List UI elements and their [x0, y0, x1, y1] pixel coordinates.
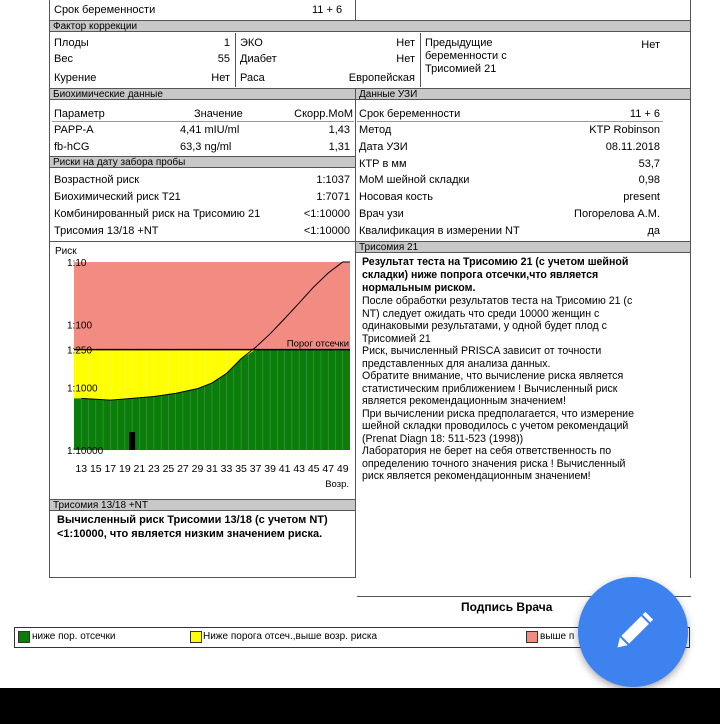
diabetes-label: Диабет — [240, 53, 277, 65]
uzi-row-0-value: 11 + 6 — [629, 108, 660, 120]
legend-swatch-red — [526, 631, 538, 643]
uzi-row-5-value: present — [623, 191, 660, 203]
y-tick-label: 1:250 — [67, 345, 93, 357]
t21-line: Лаборатория не берет на себя ответственность по — [362, 445, 612, 457]
cutoff-label: Порог отсечки — [286, 338, 349, 350]
pencil-icon — [578, 577, 688, 687]
x-tick-label: 29 — [191, 463, 204, 475]
ivf-label: ЭКО — [240, 37, 263, 49]
diabetes-value: Нет — [396, 53, 415, 65]
y-tick-label: 1:100 — [67, 320, 93, 332]
risk-t1318-value: <1:10000 — [303, 225, 350, 237]
uzi-header: Данные УЗИ — [355, 88, 691, 100]
legend-label-red: выше п — [540, 631, 575, 642]
biochem-col-param: Параметр — [54, 108, 105, 120]
x-tick-label: 25 — [162, 463, 175, 475]
risk-t1318-label: Трисомия 13/18 +NT — [54, 225, 159, 237]
uzi-row-2-value: 08.11.2018 — [605, 141, 660, 153]
biochem-col-value: Значение — [194, 108, 243, 120]
x-axis-ticks — [75, 463, 348, 475]
prev-label-2: беременности с — [425, 50, 507, 62]
correction-divider-2 — [420, 33, 421, 87]
system-nav-bar — [0, 688, 720, 724]
x-tick-label: 15 — [89, 463, 102, 475]
uzi-row-4-value: 0,98 — [638, 174, 660, 186]
t21-line: (Prenat Diagn 18: 511-523 (1998)) — [362, 432, 524, 445]
t21-result-line-3: нормальным риском. — [362, 282, 476, 294]
x-tick-label: 19 — [118, 463, 131, 475]
race-label: Раса — [240, 72, 265, 84]
risk-age-value: 1:1037 — [316, 174, 350, 186]
x-tick-label: 17 — [104, 463, 117, 475]
x-tick-label: 13 — [75, 463, 88, 475]
legend-label-green: ниже пор. отсечки — [32, 631, 116, 642]
race-value: Европейская — [348, 72, 415, 84]
risk-combined-label: Комбинированный риск на Трисомию 21 — [54, 208, 261, 220]
x-tick-label: 31 — [206, 463, 218, 475]
x-tick-label: 37 — [249, 463, 262, 475]
risks-header: Риски на дату забора пробы — [49, 156, 356, 168]
risk-combined-value: <1:10000 — [303, 208, 350, 220]
x-tick-label: 27 — [177, 463, 189, 475]
bottom-rule — [49, 577, 356, 578]
x-tick-label: 33 — [220, 463, 233, 475]
t21-line: шейной складки проводилось с учетом рекомендаций — [362, 420, 629, 432]
t21-line: определению точного значения риска ! Вычисленный — [362, 457, 626, 470]
biochem-col-mom: Скорр.МоМ — [294, 108, 353, 120]
signature-label: Подпись Врача — [461, 600, 553, 614]
uzi-row-1-value: KTP Robinson — [589, 124, 660, 136]
fetuses-label: Плоды — [54, 37, 89, 49]
biochem-header: Биохимические данные — [49, 88, 356, 100]
risk-age-label: Возрастной риск — [54, 174, 140, 186]
patient-marker — [129, 432, 135, 450]
t21-result-line-2: складки) ниже попрога отсечки,что является — [362, 269, 599, 281]
t21-line: Обратите внимание, что вычисление риска является — [362, 370, 624, 382]
t21-line: Трисомией 21 — [362, 332, 431, 345]
top-divider — [355, 0, 356, 20]
table-row-papp-name: PAPP-A — [54, 124, 94, 136]
x-tick-label: 47 — [322, 463, 335, 475]
legend-label-yellow: Ниже порога отсеч.,выше возр. риска — [203, 631, 378, 642]
uzi-row-4-label: МоМ шейной складки — [359, 174, 470, 186]
y-tick-label: 1:1000 — [67, 383, 98, 395]
t1318-header: Трисомия 13/18 +NT — [49, 499, 356, 511]
x-tick-label: 23 — [148, 463, 160, 475]
gestation-label: Срок беременности — [54, 4, 156, 16]
ivf-value: Нет — [396, 37, 415, 49]
uzi-row-0-label: Срок беременности — [359, 108, 461, 120]
uzi-row-1-label: Метод — [359, 124, 392, 136]
prev-value: Нет — [641, 39, 660, 51]
legend-swatch-green — [18, 631, 30, 643]
t21-line: риск является рекомендационным значением! — [362, 470, 591, 482]
edit-fab-button[interactable] — [578, 577, 688, 687]
y-tick-label: 1:10000 — [67, 446, 104, 457]
x-tick-label: 21 — [133, 463, 146, 475]
t21-line: После обработки результатов теста на Трисомию 21 (с — [362, 295, 633, 307]
uzi-row-3-value: 53,7 — [638, 158, 660, 170]
smoking-label: Курение — [54, 72, 97, 84]
x-tick-label: 41 — [278, 463, 291, 475]
t21-line: является рекомендационным значением! — [362, 395, 566, 407]
uzi-row-7-value: да — [647, 225, 660, 237]
chart-title: Риск — [55, 246, 77, 257]
t21-result-line-1: Результат теста на Трисомию 21 (с учетом шейной — [362, 256, 629, 268]
prev-label-3: Трисомией 21 — [425, 63, 497, 75]
legend-swatch-yellow — [190, 631, 202, 643]
table-row-papp-mom: 1,43 — [328, 124, 350, 136]
risk-biochem-label: Биохимический риск Т21 — [54, 191, 181, 203]
t1318-line-2: <1:10000, что является низким значением риска. — [57, 528, 323, 540]
uzi-row-5-label: Носовая кость — [359, 191, 433, 203]
table-row-hcg-name: fb-hCG — [54, 141, 90, 153]
smoking-value: Нет — [211, 72, 230, 84]
t21-explanation — [362, 295, 634, 483]
x-tick-label: 45 — [307, 463, 320, 475]
weight-value: 55 — [217, 53, 230, 65]
uzi-row-3-label: КТР в мм — [359, 158, 407, 170]
uzi-row-7-label: Квалификация в измерении NT — [359, 225, 520, 237]
t21-line: Риск, вычисленный PRISCA зависит от точности — [362, 345, 602, 357]
table-row-papp-value: 4,41 mIU/ml — [180, 124, 240, 136]
risk-chart — [49, 242, 355, 498]
uzi-row-6-value: Погорелова А.М. — [574, 208, 660, 220]
uzi-row-2-label: Дата УЗИ — [359, 141, 408, 153]
t21-line: NT) следует ожидать что среди 10000 женщин с — [362, 307, 600, 320]
t21-header: Трисомия 21 — [355, 241, 691, 253]
correction-divider-1 — [235, 33, 236, 87]
x-axis-label: Возр. — [325, 479, 349, 490]
t21-line: статистическим приближением ! Вычисленный риск — [362, 382, 618, 395]
y-tick-label: 1:10 — [67, 258, 87, 269]
gestation-value: 11 + 6 — [312, 4, 343, 16]
x-tick-label: 35 — [235, 463, 247, 475]
weight-label: Вес — [54, 53, 73, 65]
t1318-line-1: Вычисленный риск Трисомии 13/18 (с учетом NT) — [57, 514, 328, 526]
prev-label-1: Предыдущие — [425, 37, 493, 49]
uzi-row-6-label: Врач узи — [359, 208, 404, 220]
correction-header: Фактор коррекции — [49, 20, 691, 32]
t21-line: При вычислении риска предполагается, что измерение — [362, 407, 634, 420]
x-tick-label: 49 — [336, 463, 349, 475]
x-tick-label: 43 — [293, 463, 306, 475]
right-border — [690, 0, 691, 578]
table-row-hcg-mom: 1,31 — [328, 141, 350, 153]
t21-line: одинаковыми результатами, у одной будет плод с — [362, 320, 607, 332]
fetuses-value: 1 — [223, 37, 230, 49]
x-tick-label: 39 — [264, 463, 276, 475]
t21-line: представленных для анализа данных. — [362, 357, 551, 370]
risk-biochem-value: 1:7071 — [316, 191, 350, 203]
table-row-hcg-value: 63,3 ng/ml — [180, 141, 232, 153]
